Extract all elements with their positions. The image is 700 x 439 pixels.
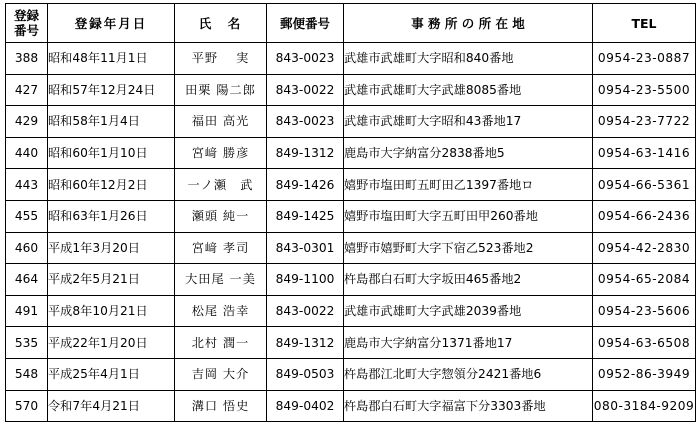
reg-date-cell: 昭和48年11月1日 [48,43,175,75]
reg-no-cell: 460 [6,232,48,264]
header-tel: TEL [593,4,696,43]
table-row [6,169,696,201]
table-row [6,74,696,106]
address-cell: 武雄市武雄町大字昭和43番地17 [344,106,593,138]
reg-date-cell: 昭和60年1月10日 [48,137,175,169]
address-cell: 嬉野市塩田町大字五町田甲260番地 [344,200,593,232]
address-cell: 武雄市武雄町大字昭和840番地 [344,43,593,75]
table-row [6,232,696,264]
address-cell: 嬉野市嬉野町大字下宿乙523番地2 [344,232,593,264]
reg-date-cell: 昭和58年1月4日 [48,106,175,138]
name-cell: 福田 高光 [175,106,267,138]
table-row [6,43,696,75]
header-reg-no [6,4,48,43]
reg-date-cell: 平成25年4月1日 [48,358,175,390]
reg-date-cell: 平成22年1月20日 [48,327,175,359]
postal-code-cell: 843-0022 [267,295,344,327]
tel-cell: 0954-23-5606 [593,295,696,327]
address-cell: 杵島郡白石町大字福富下分3303番地 [344,390,593,422]
header-reg-no-line1: 登録 [13,8,39,23]
postal-code-cell: 843-0022 [267,74,344,106]
reg-no-cell: 491 [6,295,48,327]
reg-no-cell: 427 [6,74,48,106]
header-row [6,4,696,43]
table-body [6,43,696,422]
tel-cell: 0954-23-5500 [593,74,696,106]
name-cell: 瀬頭 純一 [175,200,267,232]
postal-code-cell: 849-1426 [267,169,344,201]
tel-cell: 0954-23-7722 [593,106,696,138]
tel-cell: 0954-65-2084 [593,264,696,296]
header-postal: 郵便番号 [267,4,344,43]
address-cell: 鹿島市大字納富分1371番地17 [344,327,593,359]
header-name: 氏 名 [175,4,267,43]
name-cell: 平野 実 [175,43,267,75]
postal-code-cell: 849-1425 [267,200,344,232]
name-cell: 一ノ瀬 武 [175,169,267,201]
reg-date-cell: 平成8年10月21日 [48,295,175,327]
tel-cell: 0954-23-0887 [593,43,696,75]
name-cell: 宮﨑 孝司 [175,232,267,264]
header-reg-date: 登録年月日 [48,4,175,43]
reg-date-cell: 昭和57年12月24日 [48,74,175,106]
reg-no-cell: 455 [6,200,48,232]
address-cell: 杵島郡白石町大字坂田465番地2 [344,264,593,296]
address-cell: 武雄市武雄町大字武雄2039番地 [344,295,593,327]
address-cell: 武雄市武雄町大字武雄8085番地 [344,74,593,106]
reg-date-cell: 平成1年3月20日 [48,232,175,264]
reg-date-cell: 平成2年5月21日 [48,264,175,296]
reg-no-cell: 464 [6,264,48,296]
table-row [6,264,696,296]
table-row [6,295,696,327]
header-reg-no-line2: 番号 [13,23,39,38]
postal-code-cell: 849-0503 [267,358,344,390]
name-cell: 大田尾 一美 [175,264,267,296]
table-row [6,358,696,390]
table-header [6,4,696,43]
name-cell: 吉岡 大介 [175,358,267,390]
reg-date-cell: 昭和60年12月2日 [48,169,175,201]
tel-cell: 0954-66-5361 [593,169,696,201]
tel-cell: 080-3184-9209 [593,390,696,422]
reg-no-cell: 443 [6,169,48,201]
table-row [6,390,696,422]
reg-no-cell: 570 [6,390,48,422]
registry-table [5,3,696,422]
postal-code-cell: 849-1100 [267,264,344,296]
name-cell: 田栗 陽二郎 [175,74,267,106]
address-cell: 杵島郡江北町大字惣領分2421番地6 [344,358,593,390]
postal-code-cell: 843-0023 [267,106,344,138]
reg-no-cell: 388 [6,43,48,75]
header-address: 事 務 所 の 所 在 地 [344,4,593,43]
address-cell: 鹿島市大字納富分2838番地5 [344,137,593,169]
table-row [6,106,696,138]
name-cell: 溝口 悟史 [175,390,267,422]
name-cell: 宮﨑 勝彦 [175,137,267,169]
name-cell: 北村 潤一 [175,327,267,359]
reg-date-cell: 昭和63年1月26日 [48,200,175,232]
postal-code-cell: 849-1312 [267,137,344,169]
tel-cell: 0954-66-2436 [593,200,696,232]
table-row [6,200,696,232]
reg-no-cell: 548 [6,358,48,390]
reg-no-cell: 535 [6,327,48,359]
reg-date-cell: 令和7年4月21日 [48,390,175,422]
tel-cell: 0952-86-3949 [593,358,696,390]
reg-no-cell: 429 [6,106,48,138]
postal-code-cell: 843-0023 [267,43,344,75]
tel-cell: 0954-63-6508 [593,327,696,359]
postal-code-cell: 843-0301 [267,232,344,264]
reg-no-cell: 440 [6,137,48,169]
postal-code-cell: 849-0402 [267,390,344,422]
tel-cell: 0954-42-2830 [593,232,696,264]
name-cell: 松尾 浩幸 [175,295,267,327]
table-row [6,327,696,359]
address-cell: 嬉野市塩田町五町田乙1397番地ロ [344,169,593,201]
table-row [6,137,696,169]
tel-cell: 0954-63-1416 [593,137,696,169]
postal-code-cell: 849-1312 [267,327,344,359]
